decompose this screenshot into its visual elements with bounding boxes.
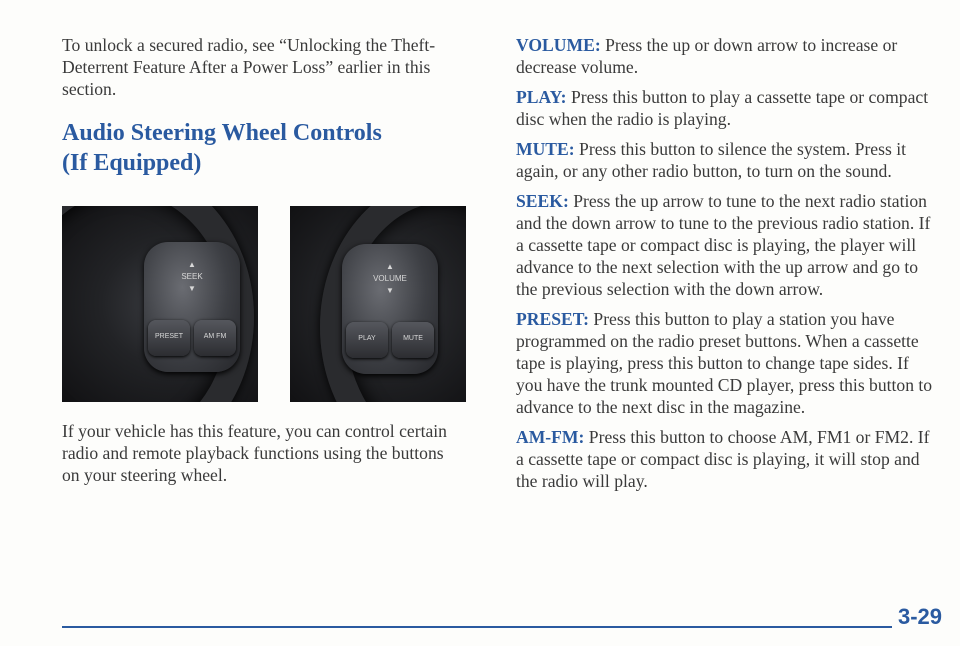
page-number: 3-29 (897, 604, 942, 629)
description-preset (516, 308, 936, 418)
term: MUTE: (516, 139, 575, 159)
right-column (516, 34, 936, 500)
up-arrow-icon: ▲ (188, 260, 196, 269)
description-mute (516, 138, 936, 182)
volume-label: VOLUME (373, 274, 407, 283)
definition: Press the up arrow to tune to the next radio station and the down arrow to tune to the previous radio station. If a cassette tape or compact disc is playing, the player will advance to the next selection with the up arrow and go to the previous selection with the down arrow. (516, 191, 931, 299)
heading-line-2: (If Equipped) (62, 150, 202, 176)
description-am-fm (516, 426, 936, 492)
steering-wheel-photos (62, 206, 462, 402)
left-column (62, 34, 462, 486)
down-arrow-icon: ▼ (188, 284, 196, 293)
control-pad (144, 242, 240, 372)
description-volume (516, 34, 936, 78)
definition: Press this button to silence the system. Press it again, or any other radio button, to turn on the sound. (516, 139, 906, 181)
left-steering-control-photo (62, 206, 258, 402)
section-heading (62, 118, 462, 178)
up-arrow-icon: ▲ (386, 262, 394, 271)
am-fm-button: AM FM (194, 320, 236, 356)
definition: Press the up or down arrow to increase or decrease volume. (516, 35, 898, 77)
control-pad (342, 244, 438, 374)
play-button: PLAY (346, 322, 388, 358)
term: PLAY: (516, 87, 567, 107)
definition: Press this button to play a cassette tape or compact disc when the radio is playing. (516, 87, 929, 129)
intro-paragraph: To unlock a secured radio, see “Unlocking the Theft-Deterrent Feature After a Power Loss” earlier in this section. (62, 35, 436, 99)
seek-label: SEEK (181, 272, 203, 281)
term: AM-FM: (516, 427, 585, 447)
description-play (516, 86, 936, 130)
mute-button: MUTE (392, 322, 434, 358)
definition: Press this button to choose AM, FM1 or FM2. If a cassette tape or compact disc is playing, it will stop and the radio will play. (516, 427, 930, 491)
term: VOLUME: (516, 35, 601, 55)
definition: Press this button to play a station you have programmed on the radio preset buttons. When a cassette tape is playing, press this button to change tape sides. If you have the trunk mounted CD player, press this button to advance to the next disc in the magazine. (516, 309, 933, 417)
description-seek (516, 190, 936, 300)
preset-button: PRESET (148, 320, 190, 356)
down-arrow-icon: ▼ (386, 286, 394, 295)
term: SEEK: (516, 191, 569, 211)
heading-line-1: Audio Steering Wheel Controls (62, 120, 382, 146)
right-steering-control-photo (290, 206, 466, 402)
footer-rule (62, 626, 892, 628)
photo-caption: If your vehicle has this feature, you can control certain radio and remote playback functions using the buttons on your steering wheel. (62, 421, 447, 485)
term: PRESET: (516, 309, 589, 329)
